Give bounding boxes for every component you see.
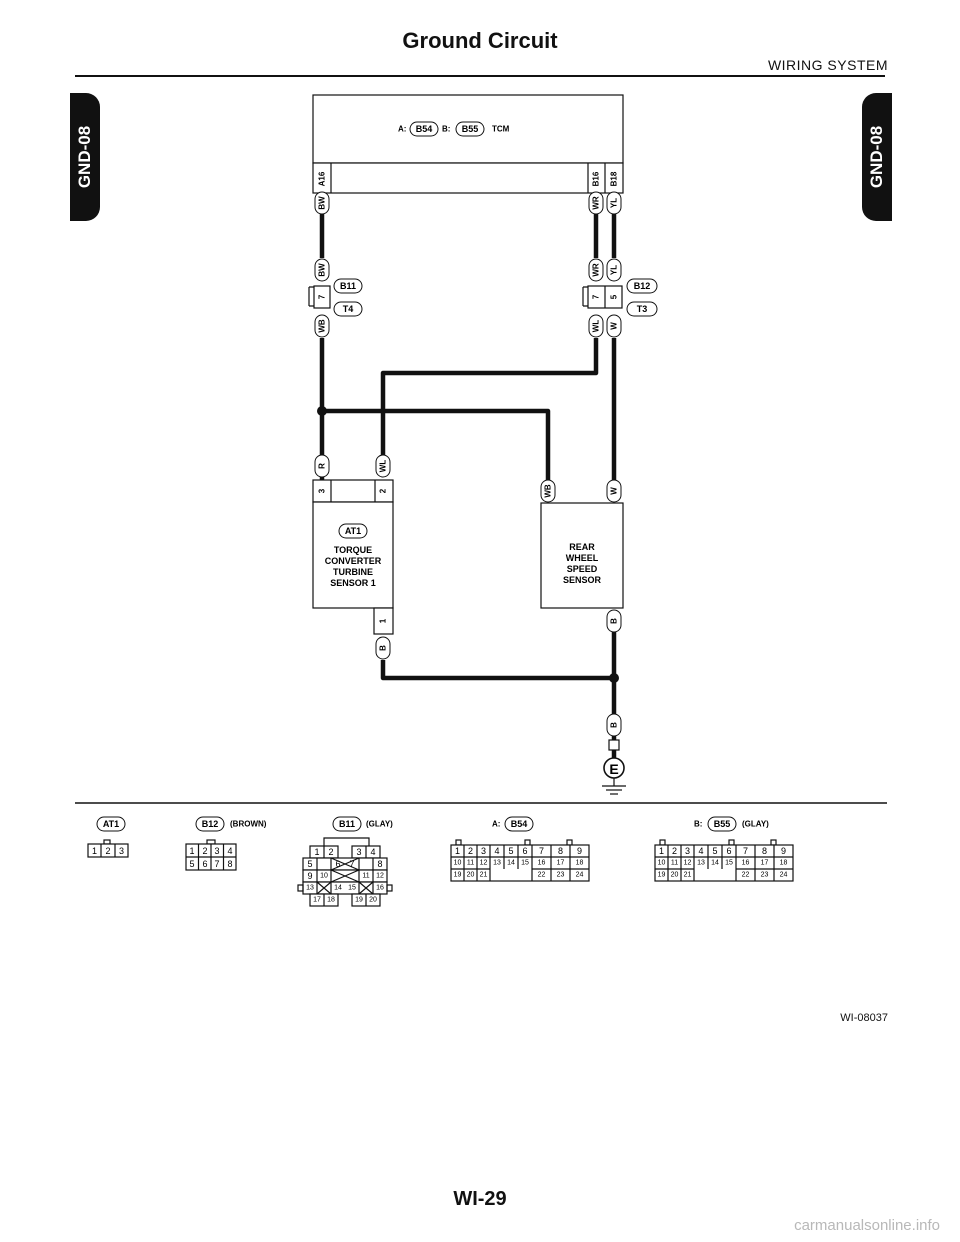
connector-pin: 5 xyxy=(508,846,514,856)
legend-b11-color: (GLAY) xyxy=(366,819,393,829)
connector-pin: 11 xyxy=(362,872,370,880)
wire-color-label: WR xyxy=(591,196,601,210)
connector-pin: 10 xyxy=(320,872,328,880)
connector-pin: 11 xyxy=(670,859,679,867)
torque-sensor-name-line: TURBINE xyxy=(333,567,373,577)
connector-pin: 23 xyxy=(760,871,769,879)
connector-pin: 22 xyxy=(741,871,750,879)
wire-color-label: BW xyxy=(317,196,327,210)
side-tab-right-label: GND-08 xyxy=(867,125,886,189)
connector-pin: 20 xyxy=(466,871,475,879)
watermark: carmanualsonline.info xyxy=(794,1217,940,1234)
wire-color-label: WR xyxy=(591,263,601,277)
connector-pin: 2 xyxy=(105,846,111,856)
wire-color-labels xyxy=(315,192,621,736)
joint-t3-label: T3 xyxy=(636,304,648,314)
legend-b11-label: B11 xyxy=(338,819,356,829)
wire-color-label: YL xyxy=(609,197,619,209)
page-title: Ground Circuit xyxy=(402,28,558,53)
connector-pin: 2 xyxy=(202,846,208,856)
connector-pin: 13 xyxy=(697,859,705,867)
rear-wheel-sensor-name-line: REAR xyxy=(569,542,595,552)
wire-color-label: W xyxy=(609,487,619,495)
connector-pin: 6 xyxy=(522,846,528,856)
connector-pin: 19 xyxy=(657,871,666,879)
connector-pin: 3 xyxy=(118,846,125,856)
wire-color-label: WB xyxy=(543,484,553,498)
connector-pin: 2 xyxy=(671,846,678,856)
legend-b54-connector xyxy=(451,840,589,881)
connector-pin: 14 xyxy=(711,859,719,867)
legend-b12-color: (BROWN) xyxy=(230,819,267,829)
joint-b11-pin: 7 xyxy=(317,294,327,300)
connector-pin: 19 xyxy=(453,871,462,879)
tcm-pin-b18: B18 xyxy=(609,171,619,187)
connector-pin: 16 xyxy=(741,859,750,867)
connector-pin: 18 xyxy=(575,859,584,867)
rear-wheel-sensor-name-line: SPEED xyxy=(566,564,598,574)
side-tab-left-label: GND-08 xyxy=(75,125,94,189)
tcm-prefix-b: B: xyxy=(442,124,451,134)
connector-pin: 11 xyxy=(466,859,475,867)
figure-code: WI-08037 xyxy=(840,1012,888,1024)
wire-color-label: WB xyxy=(317,319,327,333)
connector-pin: 7 xyxy=(349,859,355,869)
tcm-pin-a16: A16 xyxy=(317,171,327,187)
connector-pin: 9 xyxy=(780,846,787,856)
wire-color-label: YL xyxy=(609,264,619,276)
wire-color-label: R xyxy=(317,463,327,469)
wire-color-label: B xyxy=(609,722,619,728)
connector-pin: 19 xyxy=(355,896,363,904)
connector-pin: 16 xyxy=(376,884,384,892)
tcm-pin-b16: B16 xyxy=(591,171,601,187)
legend-b55-color: (GLAY) xyxy=(742,819,769,829)
connector-pin: 12 xyxy=(479,859,488,867)
tcm-connector-a-label: B54 xyxy=(415,124,433,134)
connector-pin: 24 xyxy=(575,871,584,879)
connector-pin: 10 xyxy=(657,859,666,867)
torque-sensor-name-line: TORQUE xyxy=(333,545,373,555)
wire-color-label: WL xyxy=(378,459,388,473)
connector-pin: 13 xyxy=(493,859,501,867)
connector-pin: 1 xyxy=(454,846,461,856)
connector-pin: 13 xyxy=(306,884,314,892)
connector-pin: 1 xyxy=(658,846,665,856)
ground-symbol-icon xyxy=(602,778,626,794)
connector-pin: 6 xyxy=(202,859,208,869)
at1-pin-3: 3 xyxy=(317,488,327,494)
legend-b12-label: B12 xyxy=(201,819,219,829)
connector-pin: 3 xyxy=(480,846,487,856)
joint-t4-label: T4 xyxy=(342,304,354,314)
connector-pin: 3 xyxy=(684,846,691,856)
connector-pin: 5 xyxy=(189,859,195,869)
connector-pin: 17 xyxy=(760,859,769,867)
torque-sensor-name-line: CONVERTER xyxy=(324,556,382,566)
at1-pin-2: 2 xyxy=(378,488,388,494)
at1-pin-1: 1 xyxy=(378,618,388,624)
connector-pin: 15 xyxy=(348,884,356,892)
connector-pin: 10 xyxy=(453,859,462,867)
connector-pin: 9 xyxy=(307,871,313,881)
connector-pin: 20 xyxy=(369,896,377,904)
wire-color-label: B xyxy=(378,645,388,651)
wire-color-label: BW xyxy=(317,263,327,277)
connector-pin: 2 xyxy=(467,846,474,856)
connector-pin: 15 xyxy=(725,859,733,867)
connector-pin: 8 xyxy=(557,846,564,856)
connector-pin: 3 xyxy=(356,847,362,857)
wire-color-label: W xyxy=(609,322,619,330)
joint-b11-bracket xyxy=(309,287,314,306)
torque-sensor-connector-label: AT1 xyxy=(344,526,362,536)
connector-pin: 16 xyxy=(537,859,546,867)
connector-pin: 4 xyxy=(494,846,500,856)
joint-b12-pin: 5 xyxy=(609,294,619,300)
legend-at1-label: AT1 xyxy=(102,819,120,829)
torque-sensor-box xyxy=(313,502,393,608)
connector-pin: 1 xyxy=(189,846,195,856)
connector-pin: 24 xyxy=(779,871,788,879)
connector-pin: 17 xyxy=(556,859,565,867)
joint-b12-label: B12 xyxy=(633,281,651,291)
connector-pin: 5 xyxy=(307,859,313,869)
legend-b12-connector xyxy=(186,840,236,870)
connector-pin: 14 xyxy=(334,884,342,892)
splice-point xyxy=(317,406,327,416)
connector-pin: 6 xyxy=(335,859,341,869)
connector-pin: 1 xyxy=(314,847,320,857)
legend-at1-connector xyxy=(88,840,128,857)
connector-pin: 1 xyxy=(91,846,98,856)
rear-wheel-sensor-name-line: SENSOR xyxy=(562,575,602,585)
legend-b54-label: B54 xyxy=(510,819,528,829)
ground-stub xyxy=(609,740,619,750)
connector-pin: 22 xyxy=(537,871,546,879)
connector-pin: 8 xyxy=(377,859,383,869)
tcm-prefix-a: A: xyxy=(398,124,407,134)
connector-pin: 9 xyxy=(576,846,583,856)
legend-b55-prefix: B: xyxy=(694,819,703,829)
wire-color-label: WL xyxy=(591,319,601,333)
tcm-pin-strip xyxy=(313,163,623,193)
legend-b55-connector xyxy=(655,840,793,881)
ground-point-label: E xyxy=(609,761,619,777)
connector-pin: 23 xyxy=(556,871,565,879)
wire-color-label: B xyxy=(609,618,619,624)
joint-b12-bracket xyxy=(583,287,588,306)
connector-pin: 21 xyxy=(683,871,692,879)
connector-pin: 7 xyxy=(742,846,749,856)
rear-wheel-sensor-name-line: WHEEL xyxy=(565,553,599,563)
connector-pin: 12 xyxy=(683,859,692,867)
connector-pin: 17 xyxy=(313,896,321,904)
connector-pin: 7 xyxy=(214,859,220,869)
connector-pin: 2 xyxy=(328,847,334,857)
connector-pin: 18 xyxy=(327,896,335,904)
joint-b12-pin: 7 xyxy=(591,294,601,300)
connector-pin: 5 xyxy=(712,846,718,856)
connector-pin: 8 xyxy=(227,859,233,869)
connector-pin: 18 xyxy=(779,859,788,867)
connector-pin: 4 xyxy=(227,846,233,856)
connector-pin: 20 xyxy=(670,871,679,879)
legend-b11-connector xyxy=(298,838,392,906)
connector-pin: 4 xyxy=(370,847,376,857)
connector-pin: 3 xyxy=(214,846,220,856)
joint-b11-label: B11 xyxy=(339,281,357,291)
connector-pin: 21 xyxy=(479,871,488,879)
tcm-connector-b-label: B55 xyxy=(461,124,479,134)
connector-pin: 4 xyxy=(698,846,704,856)
connector-pin: 6 xyxy=(726,846,732,856)
section-title: WIRING SYSTEM xyxy=(767,57,888,73)
connector-pin: 8 xyxy=(761,846,768,856)
connector-pin: 12 xyxy=(376,872,384,880)
legend-b54-prefix: A: xyxy=(492,819,501,829)
connector-pin: 15 xyxy=(521,859,529,867)
tcm-label: TCM xyxy=(492,124,510,134)
legend-b55-label: B55 xyxy=(713,819,731,829)
connector-pin: 14 xyxy=(507,859,515,867)
torque-sensor-name-line: SENSOR 1 xyxy=(330,578,376,588)
splice-point xyxy=(609,673,619,683)
page-number: WI-29 xyxy=(453,1188,507,1210)
connector-pin: 7 xyxy=(538,846,545,856)
